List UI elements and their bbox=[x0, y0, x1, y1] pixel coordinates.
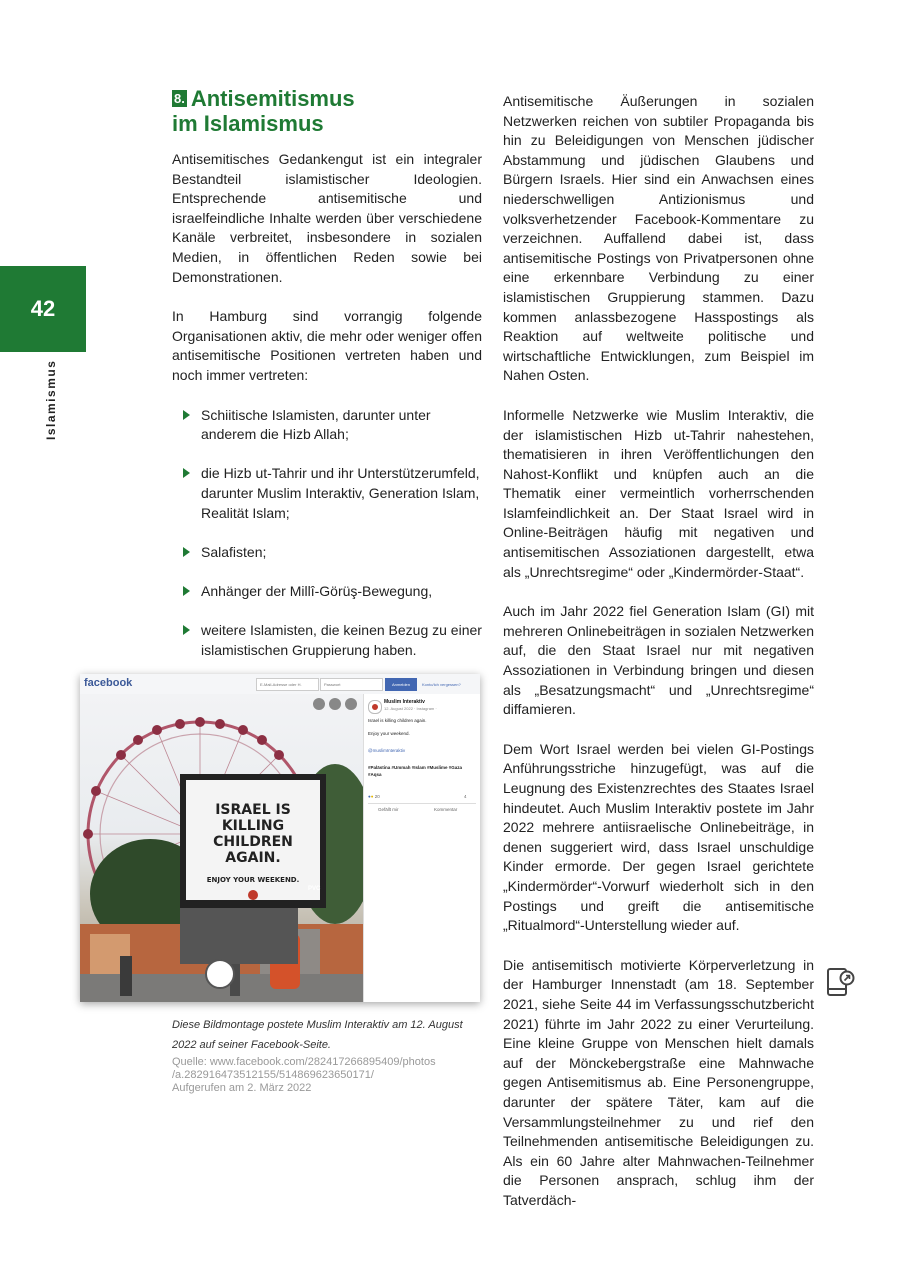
image-source: Quelle: www.facebook.com/282417266895409/photos /a.282916473512155/514869623650171/ Aufgerufen am 2. März 2022 bbox=[172, 1056, 436, 1094]
bullet-triangle-icon bbox=[183, 625, 190, 635]
post-like-button: Gefällt mir bbox=[378, 807, 399, 812]
fb-password-field: Passwort bbox=[320, 678, 383, 691]
bullet-triangle-icon bbox=[183, 468, 190, 478]
billboard-line2: CHILDREN AGAIN. bbox=[213, 834, 293, 866]
book-link-icon[interactable] bbox=[826, 966, 856, 1000]
post-mention: @muslimInteraktiv bbox=[368, 748, 406, 753]
paragraph: Informelle Netzwerke wie Muslim Interaktiv, die der islamistischen Hizb ut-Tahrir nahestehen, thematisieren in ihren Veröffentlichungen den Nahost-Konflikt und knüpfen auch an die Thematik einer vermeintlich vorherrschenden Islamfeindlichkeit an. Der Staat Israel wird in Online-Beiträgen häufig mit negativen und antisemitischen Assoziationen dargestellt, etwa als „Unrechtsregime“ oder „Kindermörder-Staat“. bbox=[503, 406, 814, 580]
list-item: weitere Islamisten, die keinen Bezug zu einer islamistischen Gruppierung haben. bbox=[172, 621, 482, 660]
billboard-line3: ENJOY YOUR WEEKEND. bbox=[206, 876, 300, 884]
photo-close-icon bbox=[345, 698, 357, 710]
bullet-triangle-icon bbox=[183, 410, 190, 420]
paragraph: Antisemitische Äußerungen in sozialen Netzwerken reichen von subtiler Propaganda bis hin zu Beleidigungen von Menschen jüdischer Abstammung und jüdischen Glaubens und Bürgern Israels. Hier sind ein Anwachsen eines niederschwelligen Antizionismus und volksverhetzender Facebook-Kommentare zu verzeichnen. Auffallend dabei ist, dass antisemitische Postings von Privatpersonen ohne eine erkennbare Verbindung zu einer islamistischen Gruppierung stammen. Dazu kommen anlassbezogene Hasspostings als Reaktion auf weltweite politische und wirtschaftliche Entwicklungen, zum Beispiel im Nahen Osten. bbox=[503, 93, 814, 384]
photo-search-icon bbox=[313, 698, 325, 710]
paragraph: Auch im Jahr 2022 fiel Generation Islam (GI) mit mehreren Onlinebeiträgen in sozialen Netzwerken auf, die den Staat Israel nur mit negativen Assoziationen in Verbindung bringen und diesen als „Besatzungsmacht“ und „Unrechtsregime“ diffamieren. bbox=[503, 603, 814, 718]
post-comment-button: Kommentar bbox=[434, 807, 458, 812]
bullet-triangle-icon bbox=[183, 586, 190, 596]
paragraph: Dem Wort Israel werden bei vielen GI-Postings Anführungsstriche hinzugefügt, was auf die Leugnung des Existenzrechtes des Staates Israel hindeutet. Auch Muslim Interaktiv postete im Jahr 2022 mehrere antiisraelische Onlinebeiträge, in denen suggeriert wird, dass Israel unschuldige Kinder ermorde. Der gegen Israel gerichtete „Kindermörder“-Vorwurf wiederholt sich in den Postings und greift die antisemitische „Ritualmord“-Unterstellung wieder auf. bbox=[503, 740, 814, 934]
facebook-header bbox=[80, 674, 480, 695]
page-number: 42 bbox=[30, 296, 56, 321]
image-caption: Diese Bildmontage postete Muslim Interaktiv am 12. August 2022 auf seiner Facebook-Seite. bbox=[172, 1019, 463, 1051]
photo-scene bbox=[80, 694, 363, 1002]
fb-forgot-link: Konto/Ich vergessen? bbox=[422, 682, 461, 687]
billboard-line1: ISRAEL IS KILLING bbox=[215, 802, 291, 834]
post-date: 12. August 2022 · Instagram · bbox=[384, 706, 437, 711]
billboard bbox=[186, 780, 320, 900]
post-reactions: ●● 20 bbox=[368, 794, 380, 799]
left-column bbox=[172, 86, 482, 680]
fb-login-button: Anmelden bbox=[385, 678, 417, 691]
list-item: Salafisten; bbox=[172, 543, 482, 563]
post-text-1: Israel is killing children again. bbox=[368, 718, 427, 723]
paragraph: In Hamburg sind vorrangig folgende Organisationen aktiv, die mehr oder weniger offen antisemitische Positionen vertreten haben und noch immer vertreten: bbox=[172, 308, 482, 383]
section-number: 8. bbox=[174, 91, 185, 106]
facebook-logo: facebook bbox=[84, 677, 133, 689]
fb-email-field: E-Mail-Adresse oder H. bbox=[256, 678, 319, 691]
facebook-post-image bbox=[80, 674, 480, 1002]
organisation-list bbox=[172, 406, 482, 661]
page-number-tab bbox=[0, 266, 86, 352]
photo-tag-icon bbox=[329, 698, 341, 710]
list-item: die Hizb ut-Tahrir und ihr Unterstützerumfeld, darunter Muslim Interaktiv, Generation Islam, Realität Islam; bbox=[172, 464, 482, 523]
post-hashtags: #Palästina #Ummah #Islam #Muslime #Gaza #Aqsa bbox=[368, 765, 463, 777]
facebook-post-panel bbox=[363, 694, 480, 1002]
paragraph: Antisemitisches Gedankengut ist ein integraler Bestandteil islamistischer Ideologien. Entsprechende antisemitische und israelfeindliche Inhalte werden über verschiedene Kanäle verbreitet, insbesondere in sozialen Medien, in öffentlichen Reden sowie bei Demonstrationen. bbox=[172, 151, 482, 285]
bullet-triangle-icon bbox=[183, 547, 190, 557]
section-heading bbox=[172, 86, 482, 136]
post-author: Muslim Interaktiv bbox=[384, 699, 425, 705]
heading-line1: Antisemitismus bbox=[190, 86, 355, 111]
post-avatar bbox=[368, 700, 382, 714]
section-label: Islamismus bbox=[44, 359, 58, 440]
right-column bbox=[503, 92, 814, 1230]
billboard-logo-icon bbox=[248, 890, 258, 900]
list-item: Schiitische Islamisten, darunter unter anderem die Hizb Allah; bbox=[172, 406, 482, 445]
heading-line2: im Islamismus bbox=[172, 111, 324, 136]
paragraph: Die antisemitisch motivierte Körperverletzung in der Hamburger Innenstadt (am 18. September 2021, siehe Seite 44 im Verfassungsschutzbericht 2021) führte im Jahr 2022 zu einer Verurteilung. Eine kleine Gruppe von Menschen hielt damals auf der Mönckebergstraße eine Mahnwache gegen Antisemitismus ab. Eine Personengruppe, darunter der spätere Täter, kam auf die Versammlungsteilnehmer zu und rief den Teilnehmenden antisemitische Beleidigungen zu. Als ein 60 Jahre alter Mahnwachen-Teilnehmer die Personen ansprach, schlug ihm der Tatverdäch- bbox=[503, 956, 814, 1208]
post-count: 4 bbox=[464, 794, 467, 799]
post-text-2: Enjoy your weekend. bbox=[368, 731, 410, 736]
list-item: Anhänger der Millî-Görüş-Bewegung, bbox=[172, 582, 482, 602]
billboard-brand: PVC bbox=[308, 886, 321, 892]
